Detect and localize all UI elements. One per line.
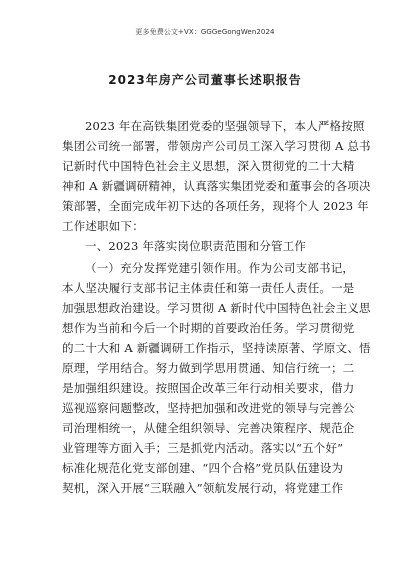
intro-line: 记新时代中国特色社会主义思想，深入贯彻党的二十大精 <box>62 159 355 173</box>
intro-line: 神和 A 新疆调研精神，认真落实集团党委和董事会的各项决 <box>62 179 371 193</box>
body-line: 标准化规范化党支部创建、“四个合格”党员队伍建设为 <box>62 461 344 475</box>
intro-line: 策部署，全面完成年初下达的各项任务，现将个人 2023 年 <box>62 199 369 213</box>
body-line: 原理，学用结合。努力做到学思用贯通、知信行统一；二 <box>62 361 355 375</box>
document-title: 2023年房产公司董事长述职报告 <box>108 73 302 87</box>
body-line: 业管理等方面入手；三是抓党内活动。落实以“五个好” <box>62 441 344 455</box>
body-line: 加强思想政治建设。学习贯彻 A 新时代中国特色社会主义思 <box>62 301 371 315</box>
body-line: 想作为当前和今后一个时期的首要政治任务。学习贯彻党 <box>62 321 355 335</box>
section1-paragraph <box>62 258 371 498</box>
body-line: 巡视巡察问题整改，坚持把加强和改进党的领导与完善公 <box>62 401 355 415</box>
body-line: 司治理相统一，从健全组织领导、完善决策程序、规范企 <box>62 421 355 435</box>
intro-paragraph <box>62 116 371 236</box>
body-line: 的二十大和 A 新疆调研工作指示，坚持读原著、学原文、悟 <box>62 341 371 355</box>
body-line: 本人坚决履行支部书记主体责任和第一责任人责任。一是 <box>62 281 355 295</box>
header-note: 更多免费公文+VX：GGGeGongWen2024 <box>135 28 275 36</box>
intro-line: 集团公司统一部署，带领房产公司员工深入学习贯彻 A 总书 <box>62 139 371 153</box>
body-line: （一）充分发挥党建引领作用。作为公司支部书记， <box>85 261 355 275</box>
body-line: 是加强组织建设。按照国企改革三年行动相关要求，借力 <box>62 381 355 395</box>
intro-line: 2023 年在高铁集团党委的坚强领导下，本人严格按照 <box>85 119 365 133</box>
body-line: 契机，深入开展“三联融入”领航发展行动，将党建工作 <box>62 481 344 495</box>
section-heading: 一、2023 年落实岗位职责范围和分管工作 <box>85 239 307 253</box>
intro-line: 工作述职如下： <box>62 219 144 233</box>
